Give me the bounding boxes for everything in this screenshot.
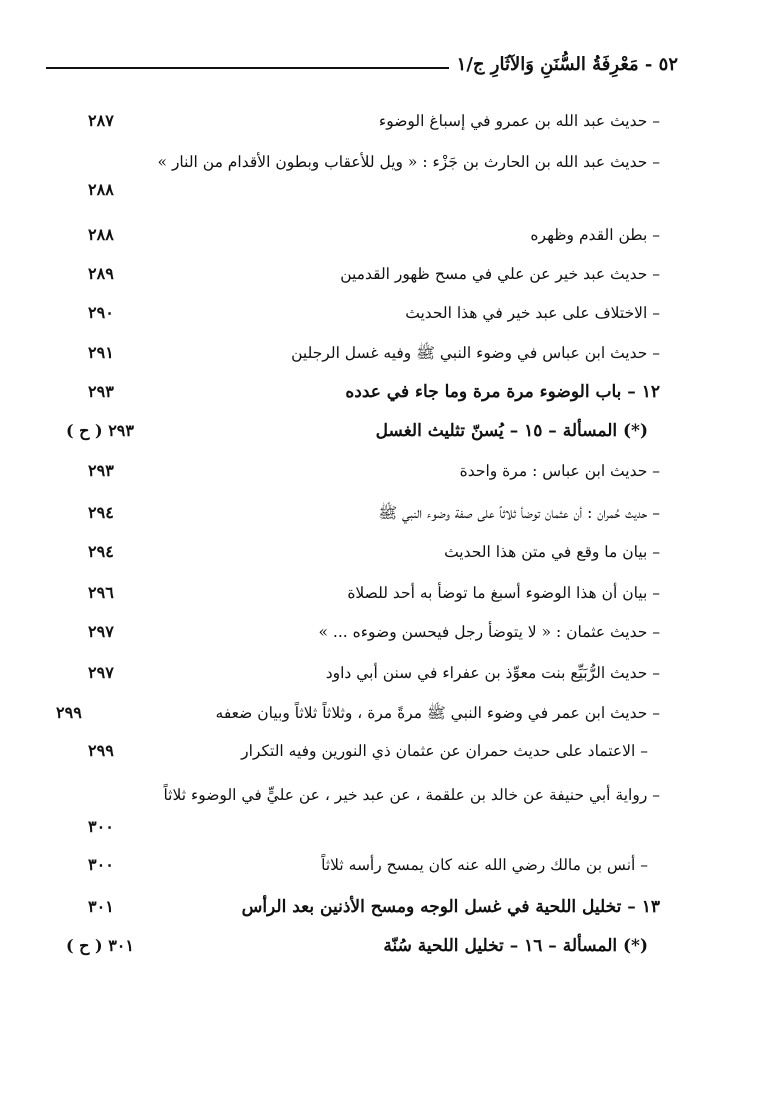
entry-text: – الاختلاف على عبد خير في هذا الحديث [405,304,660,322]
entry-page: ٢٩٤ [88,503,114,522]
entry-page: ٢٩٦ [88,583,114,602]
entry-page: ٣٠٠ [88,855,114,874]
entry-page: ٢٨٧ [88,111,114,130]
entry-page: ٢٩٣ [88,461,114,480]
entry-text: – حديث ابن عباس في وضوء النبي ﷺ وفيه غسل الرجلين [291,344,660,362]
entry-text: – بيان ما وقع في متن هذا الحديث [444,543,660,561]
entry-text: ١٢ – باب الوضوء مرة مرة وما جاء في عدده [345,382,660,402]
entry-text: – حديث حُمران : أن عثمان توضأ ثلاثاً على صفة وضوء النبي ﷺ [378,504,660,522]
entry-page: ٢٩٣ [88,382,114,401]
page-header [46,54,678,75]
entry-text: – أنس بن مالك رضي الله عنه كان يمسح رأسه ثلاثاً [321,856,648,874]
entry-page: ٢٩٩ [56,703,82,722]
entry-page: ٢٩٣ ( ح ) [66,421,134,440]
entry-text: – حديث عبد الله بن عمرو في إسباغ الوضوء [378,112,660,130]
entry-text: – حديث عبد الله بن الحارث بن جَزْء : « ويل للأعقاب وبطون الأقدام من النار » [157,153,660,171]
entry-text: – حديث الرُّبَيِّع بنت معوِّذ بن عفراء في سنن أبي داود [325,664,660,682]
entry-page: ٢٩٧ [88,622,114,641]
entry-page: ٢٨٨ [88,180,114,199]
entry-text: – بطن القدم وظهره [530,226,660,244]
entry-text: ١٣ – تخليل اللحية في غسل الوجه ومسح الأذنين بعد الرأس [241,897,660,917]
entry-text: (*) المسألة – ١٦ – تخليل اللحية سُنّة [383,936,648,956]
entry-page: ٢٩٧ [88,663,114,682]
entry-page: ٢٨٩ [88,264,114,283]
running-title: ٥٢ - مَعْرِفَةُ السُّنَنِ وَالآثَارِ ج/١ [456,54,678,75]
entry-text: – رواية أبي حنيفة عن خالد بن علقمة ، عن عبد خير ، عن عليٍّ في الوضوء ثلاثاً [163,786,660,804]
entry-text: – بيان أن هذا الوضوء أسبغ ما توضأ به أحد للصلاة [347,584,660,602]
entry-page: ٣٠٠ [88,817,114,836]
entry-text: (*) المسألة – ١٥ – يُسنّ تثليث الغسل [375,421,648,441]
entry-page: ٣٠١ [88,897,114,916]
entry-text: – حديث ابن عمر في وضوء النبي ﷺ مرةً مرة ، وثلاثاً ثلاثاً وبيان ضعفه [215,704,660,722]
entry-text: – حديث عبد خير عن علي في مسح ظهور القدمين [340,265,660,283]
entry-text: – الاعتماد على حديث حمران عن عثمان ذي النورين وفيه التكرار [241,742,648,760]
entry-page: ٣٠١ ( ح ) [66,936,134,955]
entry-text: – حديث عثمان : « لا يتوضأ رجل فيحسن وضوءه ... » [318,623,660,641]
header-rule [46,67,449,69]
entry-page: ٢٨٨ [88,225,114,244]
entry-text: – حديث ابن عباس : مرة واحدة [459,462,660,480]
entry-page: ٢٩٠ [88,303,114,322]
entry-page: ٢٩٤ [88,542,114,561]
entry-page: ٢٩٩ [88,741,114,760]
entry-page: ٢٩١ [88,343,114,362]
